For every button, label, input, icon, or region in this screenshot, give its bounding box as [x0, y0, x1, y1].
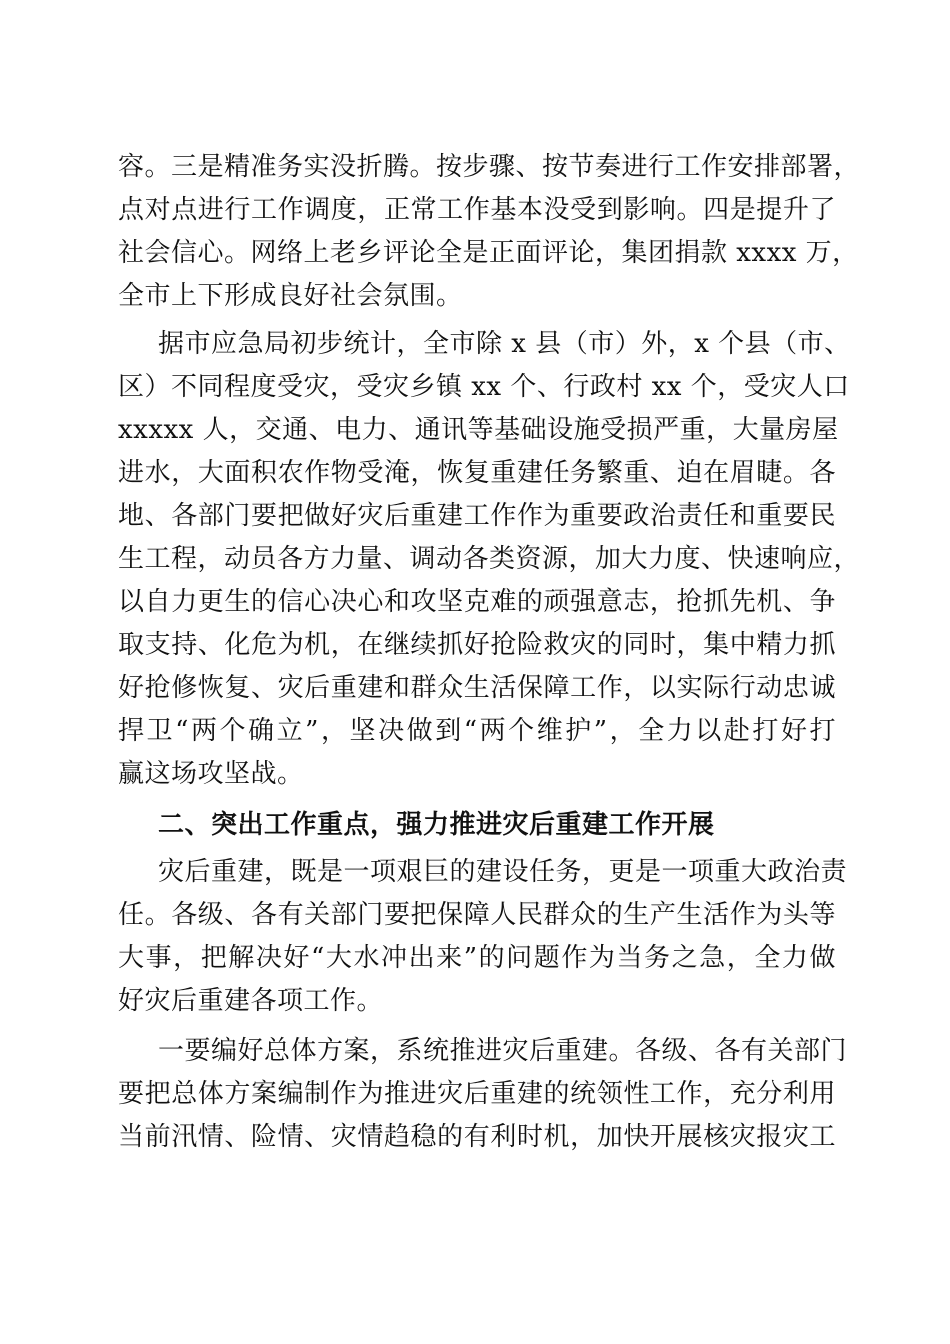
paragraph-3-line-1: 灾后重建，既是一项艰巨的建设任务，更是一项重大政治责 — [158, 857, 848, 887]
paragraph-2-line-4: 进水，大面积农作物受淹，恢复重建任务繁重、迫在眉睫。各 — [118, 458, 836, 488]
paragraph-1-line-4: 全市上下形成良好社会氛围。 — [118, 281, 463, 311]
paragraph-3-line-2: 任。各级、各有关部门要把保障人民群众的生产生活作为头等 — [118, 900, 836, 930]
section-heading: 二、突出工作重点，强力推进灾后重建工作开展 — [158, 810, 715, 840]
paragraph-4-line-3: 当前汛情、险情、灾情趋稳的有利时机，加快开展核灾报灾工 — [118, 1122, 836, 1152]
paragraph-2-line-8: 取支持、化危为机，在继续抓好抢险救灾的同时，集中精力抓 — [118, 630, 836, 660]
paragraph-2-line-3: xxxxx 人，交通、电力、通讯等基础设施受损严重，大量房屋 — [118, 415, 839, 445]
paragraph-4-line-2: 要把总体方案编制作为推进灾后重建的统领性工作，充分利用 — [118, 1079, 836, 1109]
paragraph-2-line-2: 区）不同程度受灾，受灾乡镇 xx 个、行政村 xx 个，受灾人口 — [118, 372, 850, 402]
paragraph-3-line-3: 大事，把解决好“大水冲出来”的问题作为当务之急，全力做 — [118, 943, 836, 973]
paragraph-2-line-7: 以自力更生的信心决心和攻坚克难的顽强意志，抢抓先机、争 — [118, 587, 836, 617]
paragraph-2-line-6: 生工程，动员各方力量、调动各类资源，加大力度、快速响应， — [118, 544, 861, 574]
paragraph-1-line-1: 容。三是精准务实没折腾。按步骤、按节奏进行工作安排部署， — [118, 152, 861, 182]
paragraph-2-line-11: 赢这场攻坚战。 — [118, 759, 304, 789]
paragraph-2-line-10: 捍卫“两个确立”，坚决做到“两个维护”，全力以赴打好打 — [118, 716, 836, 746]
paragraph-2-line-1: 据市应急局初步统计，全市除 x 县（市）外，x 个县（市、 — [158, 329, 851, 359]
paragraph-2-line-9: 好抢修恢复、灾后重建和群众生活保障工作，以实际行动忠诚 — [118, 673, 836, 703]
paragraph-1-line-2: 点对点进行工作调度，正常工作基本没受到影响。四是提升了 — [118, 195, 836, 225]
paragraph-4-line-1: 一要编好总体方案，系统推进灾后重建。各级、各有关部门 — [158, 1036, 848, 1066]
paragraph-1-line-3: 社会信心。网络上老乡评论全是正面评论，集团捐款 xxxx 万， — [118, 238, 859, 268]
paragraph-3-line-4: 好灾后重建各项工作。 — [118, 986, 384, 1016]
paragraph-2-line-5: 地、各部门要把做好灾后重建工作作为重要政治责任和重要民 — [118, 501, 836, 531]
